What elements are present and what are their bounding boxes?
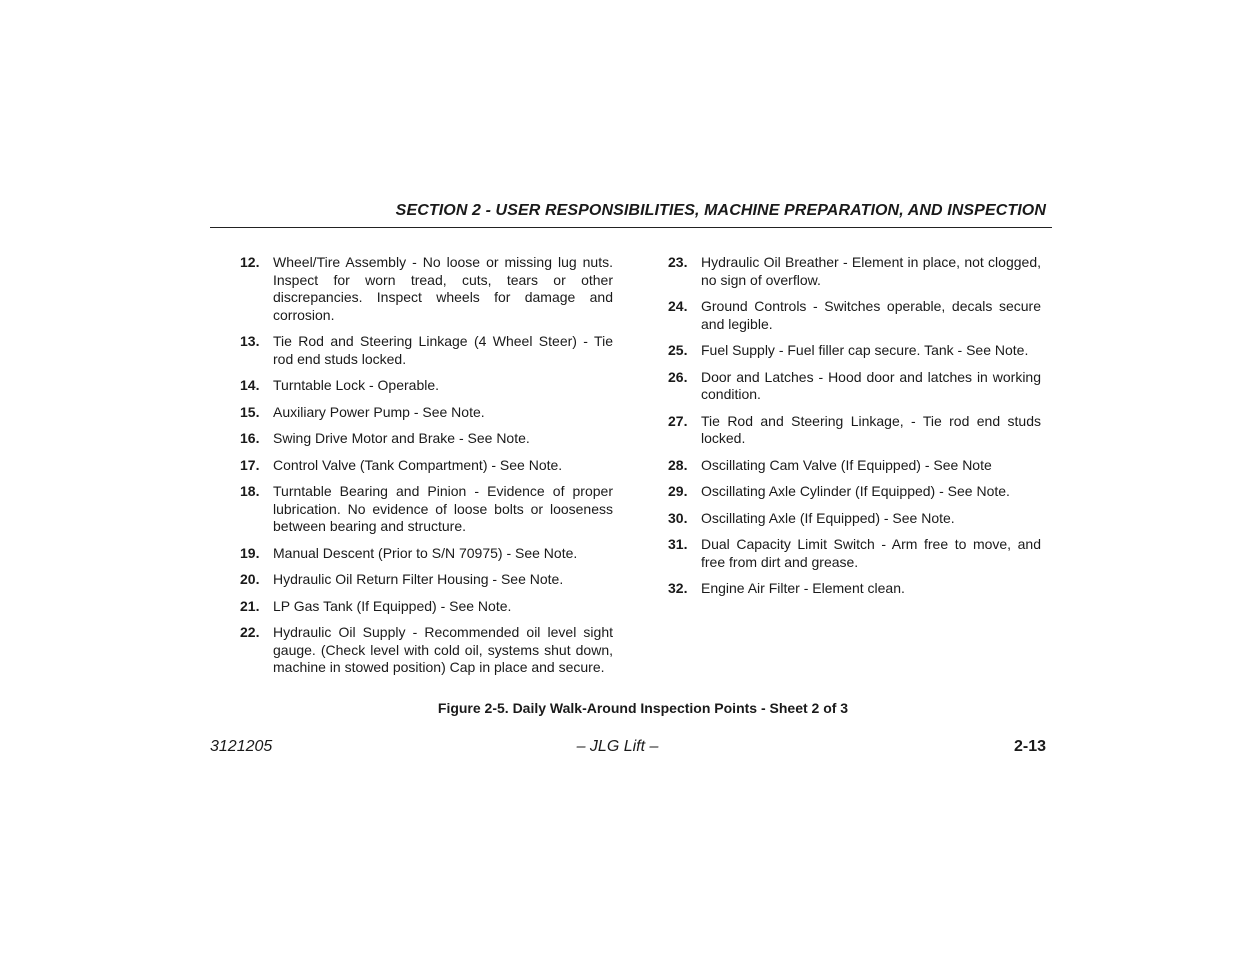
list-item	[240, 333, 613, 368]
list-item	[668, 413, 1041, 448]
list-item	[240, 624, 613, 677]
item-text: Dual Capacity Limit Switch - Arm free to move, and free from dirt and grease.	[701, 536, 1041, 570]
list-item	[668, 536, 1041, 571]
item-text: Tie Rod and Steering Linkage (4 Wheel Steer) - Tie rod end studs locked.	[273, 333, 613, 367]
list-item	[240, 483, 613, 536]
item-text: Tie Rod and Steering Linkage, - Tie rod end studs locked.	[701, 412, 1041, 446]
item-text: Auxiliary Power Pump - See Note.	[273, 403, 485, 420]
item-text: Turntable Bearing and Pinion - Evidence of proper lubrication. No evidence of loose bolts or looseness between bearing and structure.	[273, 483, 613, 534]
item-number: 15.	[240, 403, 260, 420]
item-number: 17.	[240, 456, 260, 473]
footer-brand: – JLG Lift –	[576, 738, 659, 755]
item-number: 31.	[668, 536, 688, 552]
item-number: 25.	[668, 342, 688, 358]
inspection-list-left	[240, 254, 613, 686]
item-text: Turntable Lock - Operable.	[273, 377, 440, 393]
item-text: Engine Air Filter - Element clean.	[701, 580, 905, 596]
list-item	[668, 483, 1041, 501]
item-number: 14.	[240, 377, 260, 393]
item-text: Hydraulic Oil Supply - Recommended oil level sight gauge. (Check level with cold oil, systems shut down, machine in stowed position) Cap in place and secure.	[273, 624, 613, 675]
section-header	[210, 201, 1052, 228]
item-number: 23.	[668, 254, 688, 270]
section-title: SECTION 2 - USER RESPONSIBILITIES, MACHINE PREPARATION, AND INSPECTION	[395, 202, 1046, 219]
list-item	[668, 510, 1041, 528]
figure-caption: Figure 2-5. Daily Walk-Around Inspection Points - Sheet 2 of 3	[437, 700, 849, 716]
item-number: 13.	[240, 333, 260, 349]
list-item	[668, 580, 1041, 598]
inspection-list-right	[668, 254, 1041, 607]
item-text: Hydraulic Oil Breather - Element in place, not clogged, no sign of overflow.	[701, 254, 1041, 288]
item-number: 16.	[240, 430, 260, 446]
item-text: Fuel Supply - Fuel filler cap secure. Tank - See Note.	[701, 342, 1029, 358]
list-item	[240, 457, 613, 475]
item-number: 30.	[668, 509, 688, 526]
item-text: Oscillating Axle Cylinder (If Equipped) - See Note.	[701, 483, 1010, 499]
item-number: 24.	[668, 298, 688, 314]
list-item	[240, 254, 613, 324]
item-text: Oscillating Cam Valve (If Equipped) - See Note	[701, 456, 992, 473]
item-text: LP Gas Tank (If Equipped) - See Note.	[273, 597, 512, 614]
item-number: 32.	[668, 580, 688, 596]
list-item	[240, 571, 613, 589]
list-item	[240, 377, 613, 395]
list-item	[240, 430, 613, 448]
item-number: 20.	[240, 571, 260, 587]
item-text: Manual Descent (Prior to S/N 70975) - See Note.	[273, 544, 578, 561]
item-number: 28.	[668, 456, 688, 473]
item-text: Wheel/Tire Assembly - No loose or missing lug nuts. Inspect for worn tread, cuts, tears or other discrepancies. Inspect wheels for damage and corrosion.	[273, 254, 613, 323]
item-number: 18.	[240, 483, 260, 499]
list-item	[240, 545, 613, 563]
item-number: 22.	[240, 624, 260, 640]
item-text: Swing Drive Motor and Brake - See Note.	[273, 430, 530, 446]
doc-number: 3121205	[210, 738, 273, 755]
item-number: 27.	[668, 412, 688, 429]
list-item	[668, 298, 1041, 333]
item-number: 26.	[668, 368, 688, 385]
item-text: Ground Controls - Switches operable, decals secure and legible.	[701, 298, 1041, 332]
item-number: 12.	[240, 254, 260, 270]
item-text: Hydraulic Oil Return Filter Housing - See Note.	[273, 571, 564, 587]
list-item	[668, 254, 1041, 289]
item-number: 21.	[240, 597, 260, 614]
list-item	[240, 404, 613, 422]
list-item	[668, 457, 1041, 475]
list-item	[668, 369, 1041, 404]
item-text: Door and Latches - Hood door and latches in working condition.	[701, 368, 1041, 402]
item-text: Oscillating Axle (If Equipped) - See Note.	[701, 509, 955, 526]
item-text: Control Valve (Tank Compartment) - See Note.	[273, 456, 563, 473]
item-number: 29.	[668, 483, 688, 499]
list-item	[240, 598, 613, 616]
item-number: 19.	[240, 544, 260, 561]
list-item	[668, 342, 1041, 360]
page-number: 2-13	[1013, 738, 1046, 755]
